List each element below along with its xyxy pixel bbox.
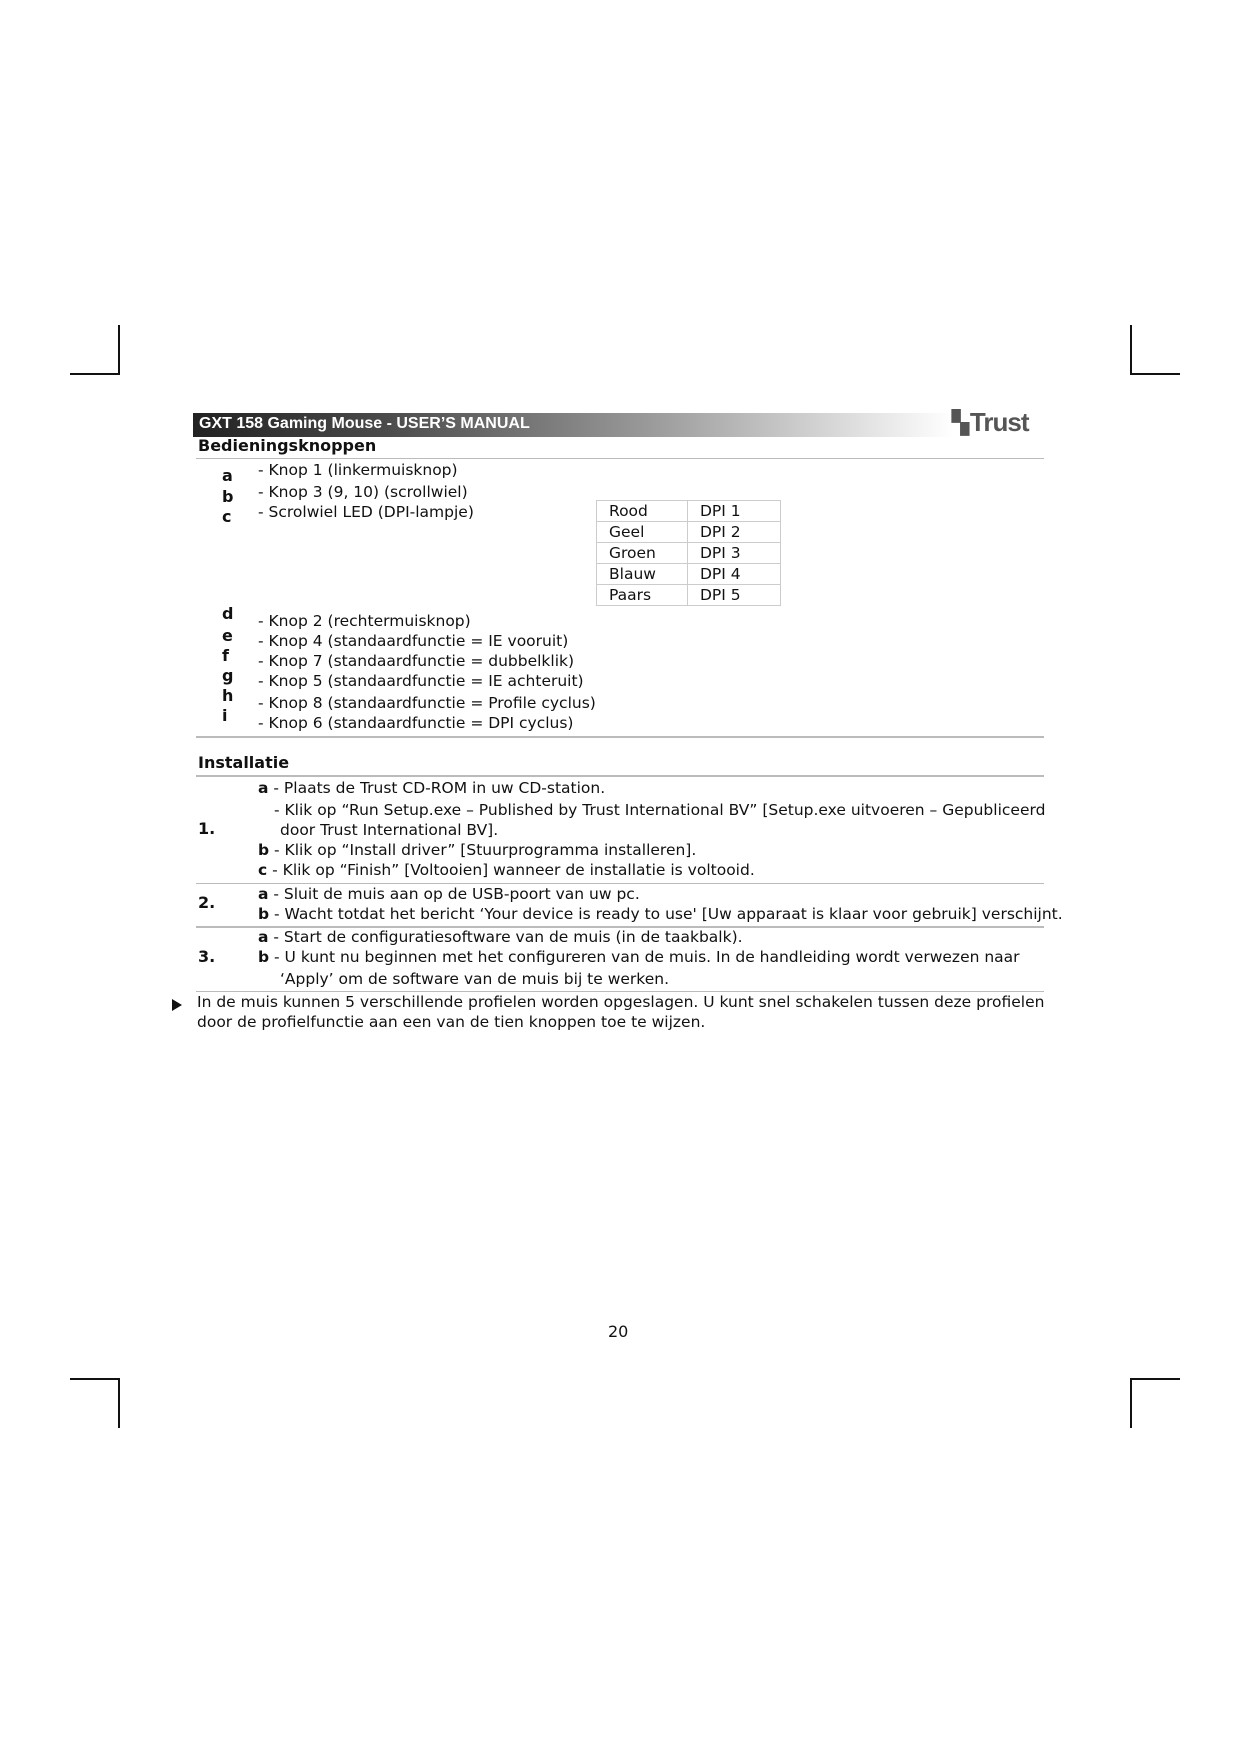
table-row <box>597 522 781 543</box>
step2-line-b <box>258 905 1063 923</box>
step3-line-b2: ‘Apply’ om de software van de muis bij te werken. <box>280 970 670 988</box>
control-item-e: - Knop 4 (standaardfunctie = IE vooruit) <box>258 632 569 650</box>
control-letter-d: d <box>222 604 234 623</box>
step-number-2: 2. <box>198 893 216 912</box>
control-letter-b: b <box>222 487 234 506</box>
trust-logo-icon: ▚ <box>952 410 968 435</box>
installation-title-rule <box>196 775 1044 777</box>
control-item-d: - Knop 2 (rechtermuisknop) <box>258 612 471 630</box>
step1-line-c <box>258 861 755 879</box>
step2-line-a <box>258 885 640 903</box>
control-item-b: - Knop 3 (9, 10) (scrollwiel) <box>258 483 468 501</box>
installation-section-title: Installatie <box>198 753 290 772</box>
step3-a-text: - Start de configuratiesoftware van de muis (in de taakbalk). <box>268 928 743 946</box>
table-cell: DPI 3 <box>688 543 781 564</box>
step1-a-text: - Plaats de Trust CD-ROM in uw CD-station. <box>268 779 606 797</box>
step1-a-letter: a <box>258 779 269 797</box>
step2-b-letter: b <box>258 905 270 923</box>
table-cell: Geel <box>597 522 688 543</box>
table-row <box>597 543 781 564</box>
note-line-2: door de profielfunctie aan een van de tien knoppen toe te wijzen. <box>197 1013 706 1031</box>
controls-title-rule <box>196 458 1044 459</box>
step3-line-a <box>258 928 743 946</box>
table-cell: Paars <box>597 585 688 606</box>
table-row <box>597 564 781 585</box>
note-line-1: In de muis kunnen 5 verschillende profielen worden opgeslagen. U kunt snel schakelen tussen deze profielen <box>197 993 1045 1011</box>
controls-section-rule <box>196 736 1044 738</box>
table-cell: DPI 2 <box>688 522 781 543</box>
step2-b-text: - Wacht totdat het bericht ‘Your device is ready to use' [Uw apparaat is klaar voor gebruik] verschijnt. <box>269 905 1063 923</box>
control-item-i: - Knop 6 (standaardfunctie = DPI cyclus) <box>258 714 574 732</box>
crop-mark-bottom-right <box>1130 1378 1180 1428</box>
control-letter-f: f <box>222 646 229 665</box>
table-cell: DPI 1 <box>688 501 781 522</box>
control-item-f: - Knop 7 (standaardfunctie = dubbelklik) <box>258 652 575 670</box>
note-arrow-icon <box>172 999 182 1011</box>
table-row <box>597 585 781 606</box>
trust-logo <box>952 407 1042 437</box>
step2-a-text: - Sluit de muis aan op de USB-poort van uw pc. <box>268 885 640 903</box>
control-item-g: - Knop 5 (standaardfunctie = IE achteruit) <box>258 672 584 690</box>
table-cell: Blauw <box>597 564 688 585</box>
control-letter-a: a <box>222 466 233 485</box>
control-item-a: - Knop 1 (linkermuisknop) <box>258 461 458 479</box>
manual-title: GXT 158 Gaming Mouse - USER’S MANUAL <box>199 415 530 432</box>
table-cell: DPI 5 <box>688 585 781 606</box>
step1-c-letter: c <box>258 861 268 879</box>
step1-c-text: - Klik op “Finish” [Voltooien] wanneer de installatie is voltooid. <box>267 861 755 879</box>
table-cell: DPI 4 <box>688 564 781 585</box>
step1-line-b <box>258 841 696 859</box>
crop-mark-top-left <box>70 325 120 375</box>
page-number: 20 <box>608 1322 629 1341</box>
step3-a-letter: a <box>258 928 269 946</box>
step-number-1: 1. <box>198 819 216 838</box>
table-cell: Groen <box>597 543 688 564</box>
step1-b-letter: b <box>258 841 270 859</box>
control-letter-e: e <box>222 626 233 645</box>
step3-b-letter: b <box>258 948 270 966</box>
step3-rule <box>196 991 1044 992</box>
control-item-c: - Scrolwiel LED (DPI-lampje) <box>258 503 474 521</box>
control-letter-h: h <box>222 686 234 705</box>
step-number-3: 3. <box>198 947 216 966</box>
control-letter-i: i <box>222 706 228 725</box>
controls-section-title: Bedieningsknoppen <box>198 436 377 455</box>
table-row <box>597 501 781 522</box>
step3-b-text: - U kunt nu beginnen met het configureren van de muis. In de handleiding wordt verwezen naar <box>269 948 1020 966</box>
control-letter-c: c <box>222 507 232 526</box>
step1-b-text: - Klik op “Install driver” [Stuurprogramma installeren]. <box>269 841 697 859</box>
manual-header-bar <box>193 413 953 437</box>
crop-mark-bottom-left <box>70 1378 120 1428</box>
step1-line-a <box>258 779 605 797</box>
table-cell: Rood <box>597 501 688 522</box>
step1-line-a2-part2: door Trust International BV]. <box>280 821 499 839</box>
control-letter-g: g <box>222 666 234 685</box>
control-item-h: - Knop 8 (standaardfunctie = Profile cyclus) <box>258 694 596 712</box>
step1-line-a2-part1: - Klik op “Run Setup.exe – Published by Trust International BV” [Setup.exe uitvoeren – Gepubliceerd <box>274 801 1046 819</box>
step2-a-letter: a <box>258 885 269 903</box>
dpi-color-table <box>596 500 781 606</box>
step3-line-b <box>258 948 1020 966</box>
step1-rule <box>196 883 1044 884</box>
trust-logo-text: Trust <box>969 407 1029 437</box>
crop-mark-top-right <box>1130 325 1180 375</box>
